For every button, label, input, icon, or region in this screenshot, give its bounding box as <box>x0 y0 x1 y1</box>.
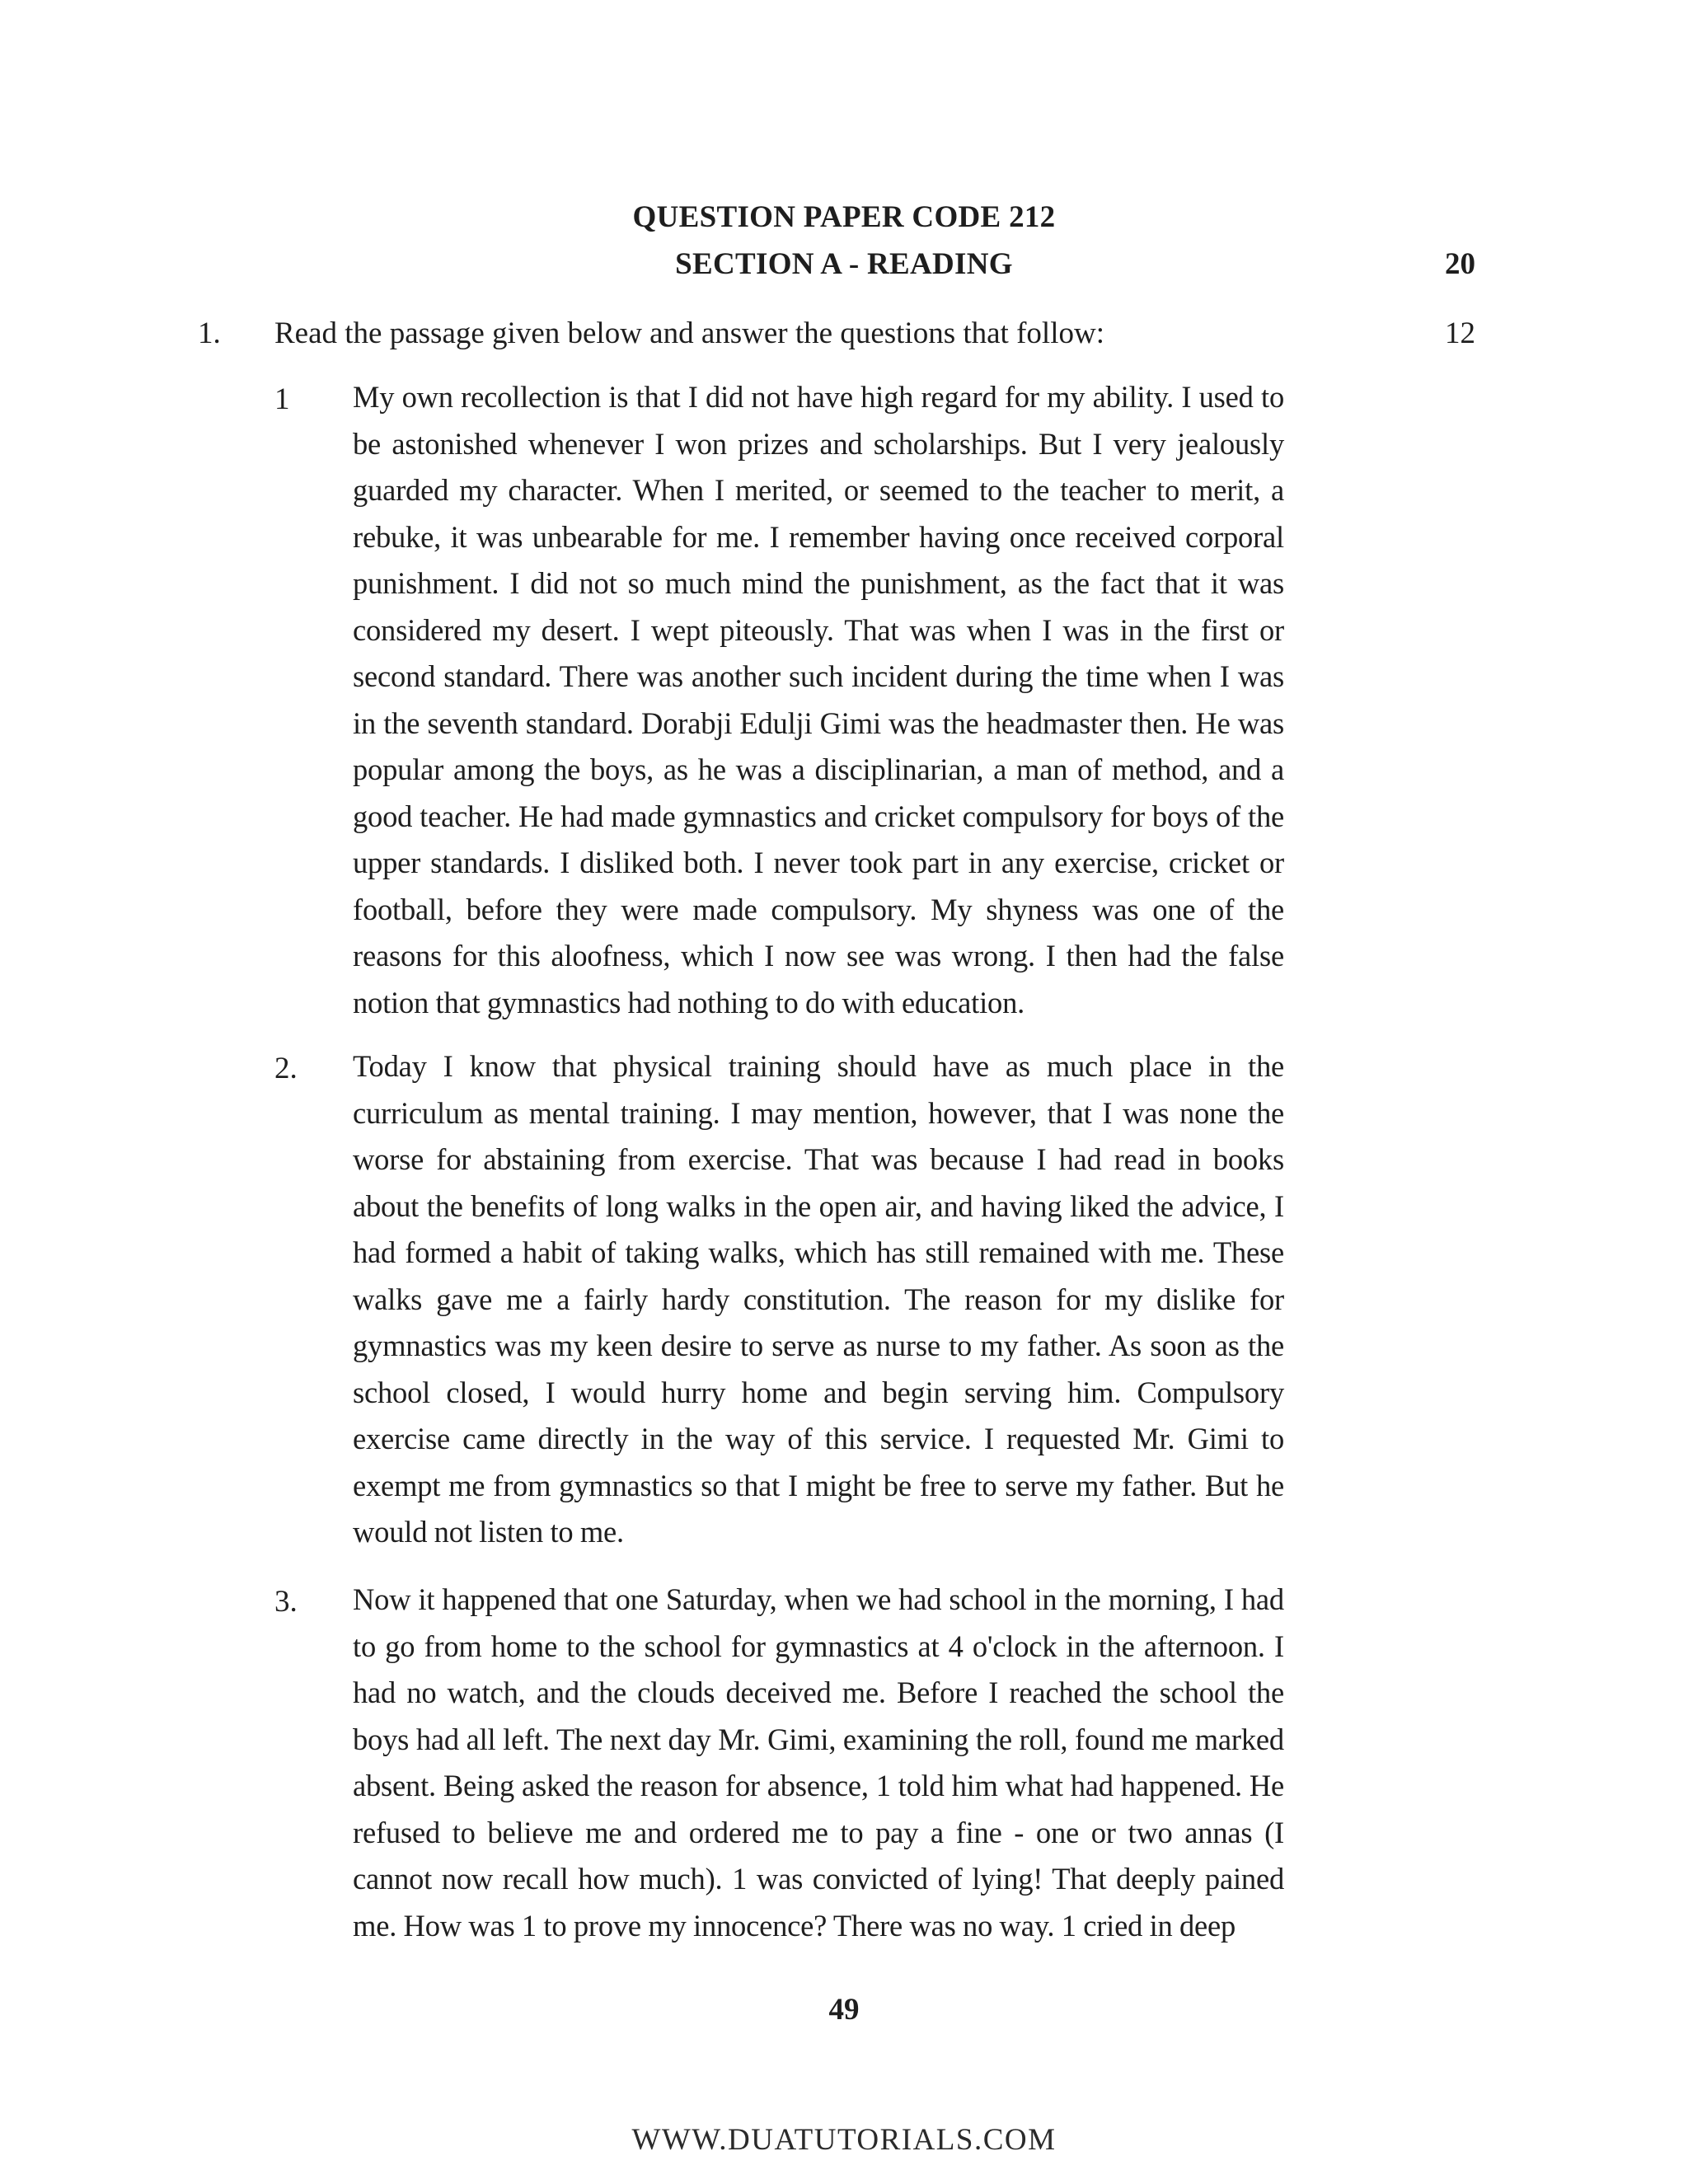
question-instruction: Read the passage given below and answer the questions that follow: <box>274 316 1104 350</box>
paragraph-text: Now it happened that one Saturday, when we had school in the morning, I had to go from home to the school for gymnastics at 4 o'clock in the afternoon. I had no watch, and the clouds deceived me. Before I reached the school the boys had all left. The next day Mr. Gimi, examining the roll, found me marked absent. Being asked the reason for absence, 1 told him what had happened. He refused to believe me and ordered me to pay a fine - one or two annas (I cannot now recall how much). 1 was convicted of lying! That deeply pained me. How was 1 to prove my innocence? There was no way. 1 cried in deep <box>353 1582 1284 1943</box>
paper-code-heading: QUESTION PAPER CODE 212 <box>632 200 1056 234</box>
paragraph-number: 2. <box>274 1052 298 1085</box>
section-heading: SECTION A - READING <box>675 247 1013 281</box>
section-marks: 20 <box>1445 247 1475 281</box>
question-marks: 12 <box>1445 316 1475 350</box>
paragraph-number: 3. <box>274 1585 298 1619</box>
question-number: 1. <box>198 316 221 350</box>
paragraph-text: My own recollection is that I did not have high regard for my ability. I used to be astonished whenever I won prizes and scholarships. But I very jealously guarded my character. When I merited, or seemed to the teacher to merit, a rebuke, it was unbearable for me. I remember having once received corporal punishment. I did not so much mind the punishment, as the fact that it was considered my desert. I wept piteously. That was when I was in the first or second standard. There was another such incident during the time when I was in the seventh standard. Dorabji Edulji Gimi was the headmaster then. He was popular among the boys, as he was a disciplinarian, a man of method, and a good teacher. He had made gymnastics and cricket compulsory for boys of the upper standards. I disliked both. I never took part in any exercise, cricket or football, before they were made compulsory. My shyness was one of the reasons for this aloofness, which I now see was wrong. I then had the false notion that gymnastics had nothing to do with education. <box>353 380 1284 1019</box>
footer-url: WWW.DUATUTORIALS.COM <box>631 2123 1057 2157</box>
paragraph-number: 1 <box>274 382 290 416</box>
page-number: 49 <box>828 1993 860 2027</box>
paragraph-text: Today I know that physical training should have as much place in the curriculum as mental training. I may mention, however, that I was none the worse for abstaining from exercise. That was because I had read in books about the benefits of long walks in the open air, and having liked the advice, I had formed a habit of taking walks, which has still remained with me. These walks gave me a fairly hardy constitution. The reason for my dislike for gymnastics was my keen desire to serve as nurse to my father. As soon as the school closed, I would hurry home and begin serving him. Compulsory exercise came directly in the way of this service. I requested Mr. Gimi to exempt me from gymnastics so that I might be free to serve my father. But he would not listen to me. <box>353 1049 1284 1549</box>
